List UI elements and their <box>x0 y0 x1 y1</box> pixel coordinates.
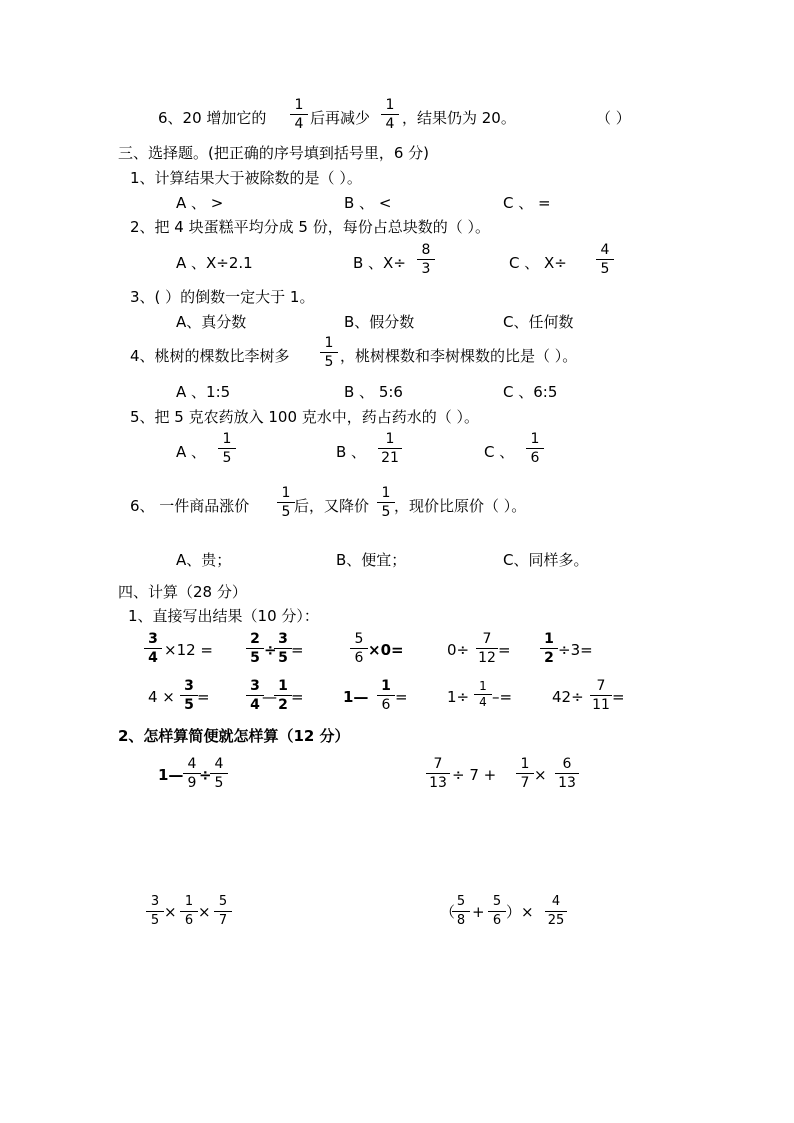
option-c: C 、6:5 <box>503 383 558 401</box>
question-text-a: 4、桃树的棵数比李树多 <box>130 347 290 365</box>
expression-tail: ÷3= <box>558 641 593 659</box>
question-text: 1、计算结果大于被除数的是（ ）。 <box>130 169 362 187</box>
operator: × <box>164 903 177 921</box>
option-a: A 、1:5 <box>176 383 231 401</box>
fraction: 5 8 <box>452 893 470 930</box>
fraction: 8 3 <box>417 241 435 278</box>
fraction: 1 5 <box>218 430 236 467</box>
judge-q6-text-c: ，结果仍为 20。 <box>402 109 516 127</box>
fraction: 4 5 <box>596 241 614 278</box>
option-a: A、贵； <box>176 551 232 569</box>
fraction: 4 9 <box>183 755 201 792</box>
question-text-a: 6、 一件商品涨价 <box>130 497 250 515</box>
option-c-text: C 、 X÷ <box>509 254 567 272</box>
expression-prefix: 4 × <box>148 688 175 706</box>
fraction: 1 4 <box>381 96 399 133</box>
expression-prefix: 1— <box>343 688 369 706</box>
option-b: B、便宜； <box>336 551 407 569</box>
expression-tail: = <box>291 641 304 659</box>
fraction: 1 5 <box>277 484 295 521</box>
answer-parenthesis: （ ） <box>596 109 631 127</box>
fraction: 6 13 <box>555 755 579 792</box>
fraction: 7 13 <box>426 755 450 792</box>
option-b-text: B 、X÷ <box>353 254 406 272</box>
option-a-text: A 、 <box>176 443 207 461</box>
question-text: 5、把 5 克农药放入 100 克水中，药占药水的（ ）。 <box>130 408 480 426</box>
fraction: 1 5 <box>320 334 338 371</box>
fraction: 4 5 <box>210 755 228 792</box>
fraction: 1 6 <box>180 893 198 930</box>
fraction: 4 25 <box>545 893 567 930</box>
judge-q6-text-b: 后再减少 <box>310 109 371 127</box>
fraction: 5 6 <box>350 630 368 667</box>
operator: + <box>472 903 485 921</box>
expression-tail: ×12 = <box>164 641 213 659</box>
option-b-text: B 、 <box>336 443 367 461</box>
fraction: 2 5 <box>246 630 264 667</box>
fraction: 3 5 <box>180 677 198 714</box>
expression-tail: ×0= <box>368 641 404 659</box>
section-title: 四、计算（28 分） <box>118 583 247 601</box>
expression-lparen: （ <box>440 903 456 921</box>
operator: ÷ <box>199 766 212 784</box>
subsection-title: 2、怎样算简便就怎样算（12 分） <box>118 727 350 745</box>
fraction: 5 7 <box>214 893 232 930</box>
operator: — <box>262 688 277 706</box>
subsection-title: 1、直接写出结果（10 分）： <box>128 607 319 625</box>
expression-tail: = <box>291 688 304 706</box>
fraction: 3 4 <box>246 677 264 714</box>
option-b: B、假分数 <box>344 313 415 331</box>
expression-prefix: 0÷ <box>447 641 470 659</box>
option-c: C 、 = <box>503 194 551 212</box>
operator: ÷ <box>264 641 277 659</box>
option-b: B 、 < <box>344 194 392 212</box>
question-text-b: 后，又降价 <box>294 497 370 515</box>
option-a: A、真分数 <box>176 313 247 331</box>
expression-tail: = <box>197 688 210 706</box>
expression-tail: = <box>612 688 625 706</box>
expression-rparen: ）× <box>506 903 534 921</box>
option-c: C、同样多。 <box>503 551 589 569</box>
fraction: 5 6 <box>488 893 506 930</box>
option-b: B 、 5:6 <box>344 383 403 401</box>
expression-tail: = <box>498 641 511 659</box>
fraction: 1 5 <box>377 484 395 521</box>
fraction: 7 12 <box>476 630 498 667</box>
fraction: 3 4 <box>144 630 162 667</box>
expression-tail: = <box>395 688 408 706</box>
expression-prefix: 1÷ <box>447 688 470 706</box>
fraction: 7 11 <box>590 677 612 714</box>
section-title: 三、选择题。(把正确的序号填到括号里，6 分) <box>118 144 430 162</box>
expression-middle: ÷ 7 + <box>452 766 497 784</box>
operator: × <box>534 766 547 784</box>
fraction: 3 5 <box>274 630 292 667</box>
fraction: 1 2 <box>540 630 558 667</box>
question-text: 2、把 4 块蛋糕平均分成 5 份，每份占总块数的（ ）。 <box>130 218 490 236</box>
fraction: 1 4 <box>290 96 308 133</box>
fraction: 1 6 <box>377 677 395 714</box>
expression-prefix: 42÷ <box>552 688 584 706</box>
fraction: 1 7 <box>516 755 534 792</box>
question-text-c: ，现价比原价（ ）。 <box>394 497 527 515</box>
option-a: A 、 > <box>176 194 224 212</box>
fraction: 3 5 <box>146 893 164 930</box>
question-text: 3、( ）的倒数一定大于 1。 <box>130 288 315 306</box>
option-a: A 、X÷2.1 <box>176 254 253 272</box>
fraction: 1 6 <box>526 430 544 467</box>
expression-tail: –= <box>492 688 513 706</box>
option-c: C、任何数 <box>503 313 574 331</box>
fraction: 1 2 <box>274 677 292 714</box>
fraction: 1 4 <box>474 679 492 710</box>
operator: × <box>198 903 211 921</box>
expression-prefix: 1— <box>158 766 184 784</box>
option-c-text: C 、 <box>484 443 515 461</box>
question-text-b: ，桃树棵数和李树棵数的比是（ ）。 <box>340 347 578 365</box>
fraction: 1 21 <box>378 430 402 467</box>
judge-q6-text-a: 6、20 增加它的 <box>158 109 267 127</box>
